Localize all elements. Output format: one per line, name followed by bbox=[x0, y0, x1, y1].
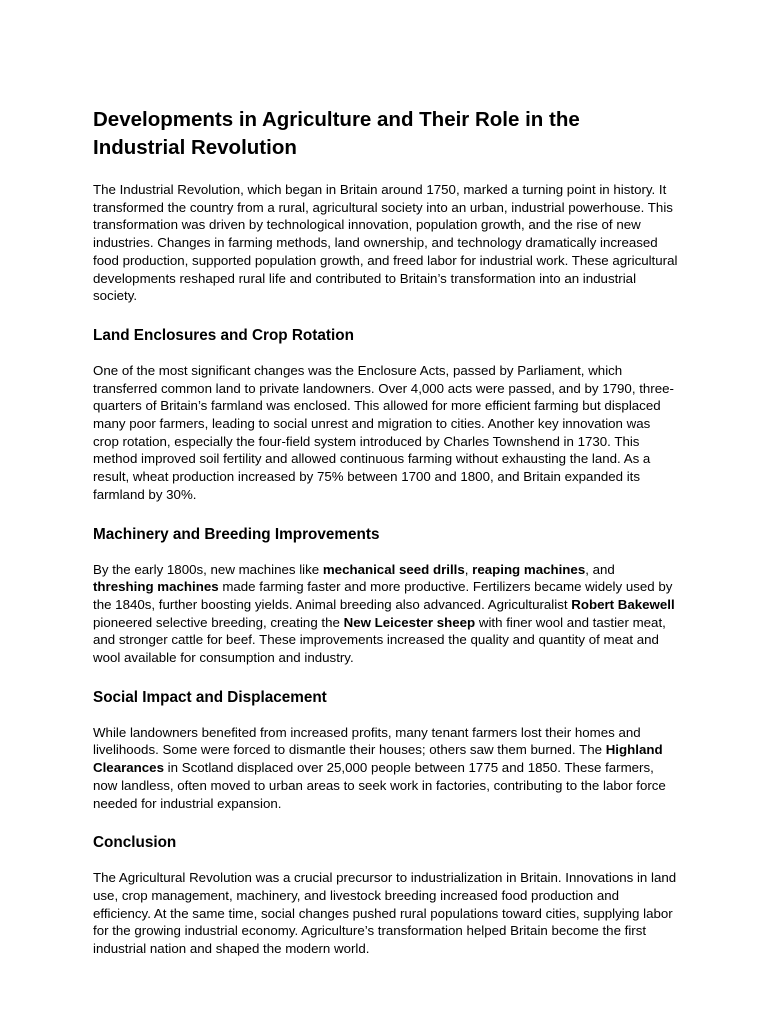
text-run: pioneered selective breeding, creating the bbox=[93, 614, 344, 630]
text-run: made farming faster and more productive. Fertilizers became widely used by the 1840s, further boosting yields. Animal breeding also advanced. Agriculturalist bbox=[93, 579, 673, 612]
document-title: Developments in Agriculture and Their Role in the Industrial Revolution bbox=[93, 108, 580, 159]
text-run: By the early 1800s, new machines like bbox=[93, 561, 323, 577]
section-heading-land-enclosures: Land Enclosures and Crop Rotation bbox=[93, 326, 354, 344]
text-run: in Scotland displaced over 25,000 people between 1775 and 1850. These farmers, now landless, often moved to urban areas to seek work in factories, contributing to the labor force needed for industrial expansion. bbox=[93, 760, 666, 811]
text-run: with finer wool and tastier meat, and stronger cattle for beef. These improvements increased the quality and quantity of meat and wool available for consumption and industry. bbox=[93, 614, 666, 666]
section-heading-conclusion: Conclusion bbox=[93, 834, 177, 852]
bold-term: reaping machines bbox=[472, 561, 586, 577]
text-run: , bbox=[464, 561, 473, 577]
section-heading-social-impact: Social Impact and Displacement bbox=[93, 688, 327, 706]
section-body-conclusion: The Agricultural Revolution was a crucial precursor to industrialization in Britain. Innovations in land use, crop management, machinery, and livestock breeding increased food production and efficiency. At the same time, social changes pushed rural populations toward cities, supplying labor for the growing industrial economy. Agriculture’s transformation helped Britain become the first industrial nation and shaped the modern world. bbox=[93, 870, 677, 957]
section-body-land-enclosures: One of the most significant changes was the Enclosure Acts, passed by Parliament, which transferred common land to private landowners. Over 4,000 acts were passed, and by 1790, three-quarters of Britain’s farmland was enclosed. This allowed for more efficient farming but displaced many poor farmers, leading to social unrest and migration to cities. Another key innovation was crop rotation, especially the four-field system introduced by Charles Townshend in 1730. This method improved soil fertility and allowed continuous farming without exhausting the land. As a result, wheat production increased by 75% between 1700 and 1800, and Britain expanded its farmland by 30%. bbox=[93, 362, 674, 502]
section-body-social-impact bbox=[93, 724, 678, 813]
bold-term: Robert Bakewell bbox=[571, 596, 675, 612]
section-heading-machinery: Machinery and Breeding Improvements bbox=[93, 525, 380, 543]
text-run: , and bbox=[585, 561, 615, 577]
bold-term: New Leicester sheep bbox=[343, 614, 476, 630]
bold-term: threshing machines bbox=[93, 579, 219, 595]
bold-term: mechanical seed drills bbox=[322, 561, 465, 577]
bold-term: Highland Clearances bbox=[93, 742, 663, 776]
text-run: While landowners benefited from increased profits, many tenant farmers lost their homes and livelihoods. Some were forced to dismantle their houses; others saw them burned. The bbox=[93, 724, 641, 758]
section-body-machinery bbox=[93, 561, 678, 667]
intro-paragraph: The Industrial Revolution, which began in Britain around 1750, marked a turning point in history. It transformed the country from a rural, agricultural society into an urban, industrial powerhouse. This transformation was driven by technological innovation, population growth, and the rise of new industries. Changes in farming methods, land ownership, and technology dramatically increased food production, supported population growth, and freed labor for industrial work. These agricultural developments reshaped rural life and contributed to Britain’s transformation into an industrial society. bbox=[93, 182, 678, 304]
